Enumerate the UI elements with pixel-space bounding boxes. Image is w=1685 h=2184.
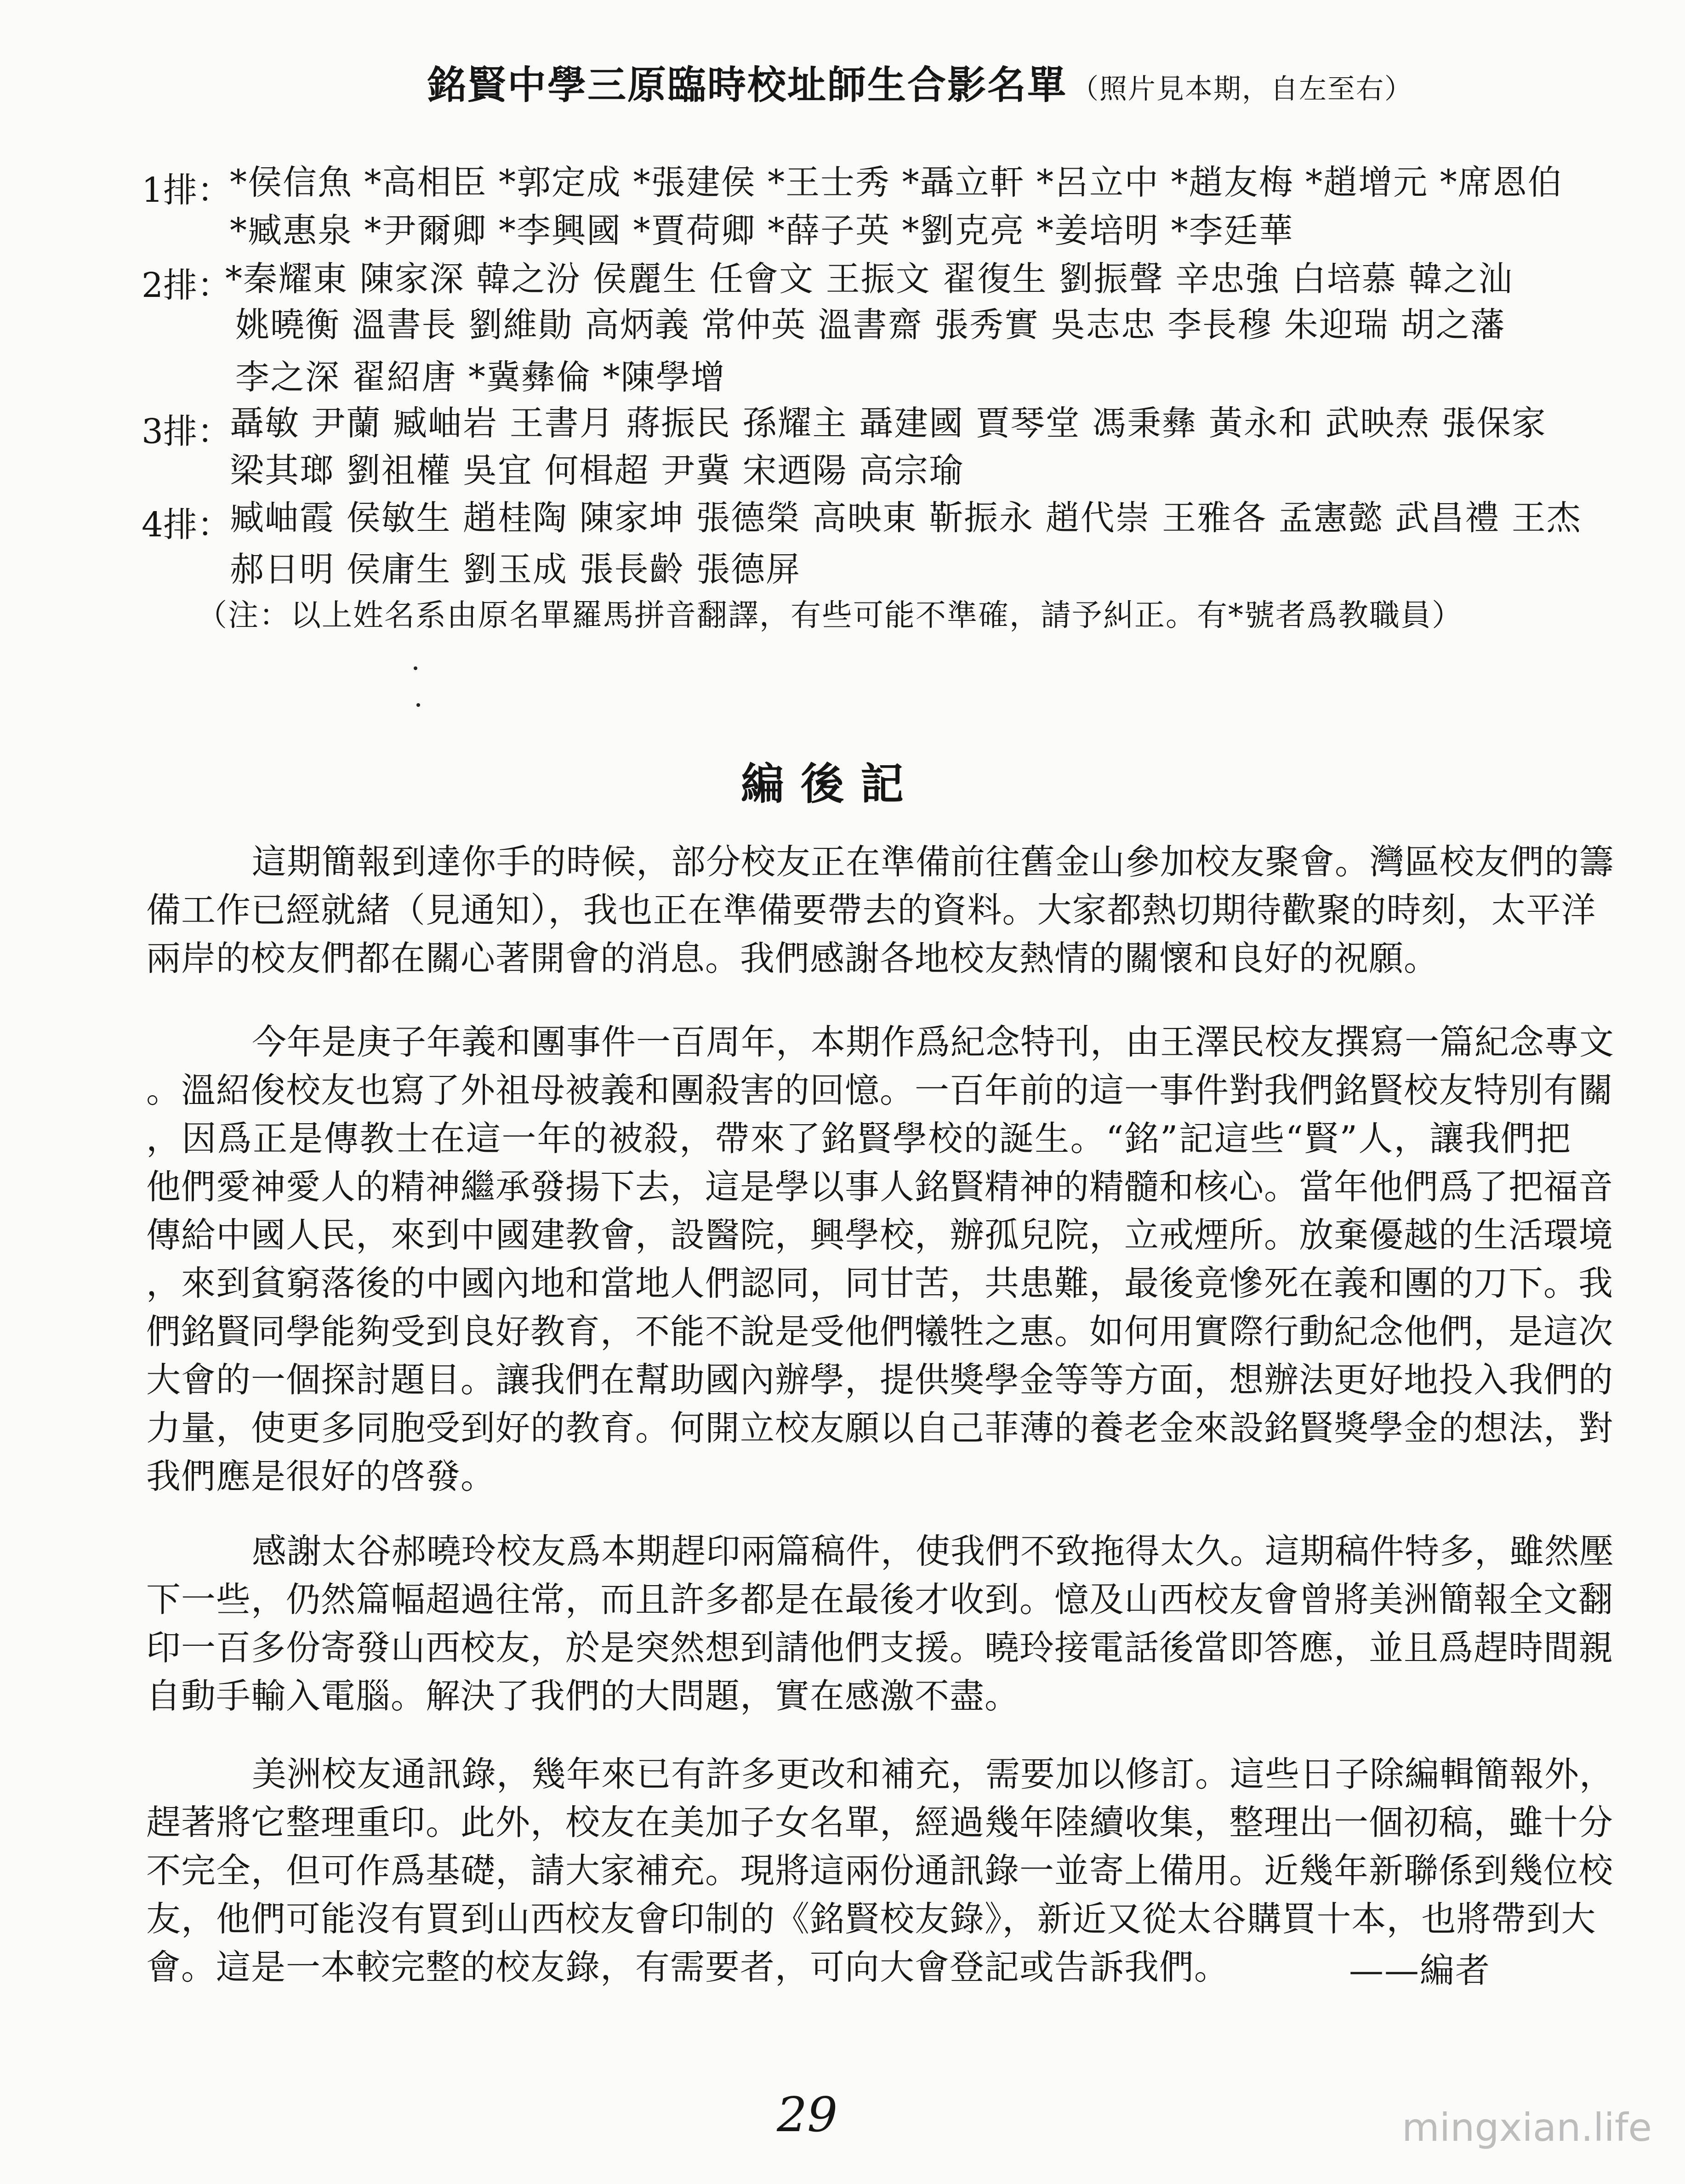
- roster-title: [427, 54, 1413, 110]
- paragraph-line: 。溫紹俊校友也寫了外祖母被義和團殺害的回憶。一百年前的這一事件對我們銘賢校友特別有關: [146, 1070, 1614, 1110]
- afterword-paragraph-3: [146, 1527, 1615, 1720]
- paragraph-line: 今年是庚子年義和團事件一百周年，本期作爲紀念特刊，由王澤民校友撰寫一篇紀念專文: [252, 1022, 1615, 1062]
- paragraph-line: 力量，使更多同胞受到好的教育。何開立校友願以自己菲薄的養老金來設銘賢獎學金的想法，對: [146, 1408, 1614, 1448]
- row-2-line-2: 姚曉衡 溫書長 劉維勛 高炳義 常仲英 溫書齋 張秀實 吳志忠 李長穆 朱迎瑞 胡之藩: [235, 305, 1506, 345]
- roster-title-text: 銘賢中學三原臨時校址師生合影名單: [427, 62, 1068, 108]
- row-3-line-1: 聶敏 尹蘭 臧岫岩 王書月 蔣振民 孫耀主 聶建國 賈琴堂 馮秉彝 黃永和 武映焘 張保家: [230, 404, 1547, 443]
- row-3-label: 3排：: [142, 412, 232, 451]
- row-2-label: 2排：: [142, 266, 232, 305]
- row-2-line-1: *秦耀東 陳家深 韓之汾 侯麗生 任會文 王振文 翟復生 劉振聲 辛忠強 白培慕 韓之汕: [225, 259, 1514, 299]
- paragraph-line: 這期簡報到達你手的時候，部分校友正在準備前往舊金山參加校友聚會。灣區校友們的籌: [252, 842, 1615, 882]
- row-1-label: 1排：: [142, 171, 232, 210]
- paragraph-line: 自動手輸入電腦。解決了我們的大問題，實在感激不盡。: [146, 1676, 1020, 1716]
- paragraph-line: 會。這是一本較完整的校友錄，有需要者，可向大會登記或告訴我們。: [146, 1947, 1230, 1987]
- paragraph-line: 不完全，但可作爲基礎，請大家補充。現將這兩份通訊錄一並寄上備用。近幾年新聯係到幾位校: [146, 1850, 1614, 1891]
- row-3-line-2: 梁其瑯 劉祖權 吳宜 何楫超 尹冀 宋迺陽 高宗瑜: [230, 451, 964, 490]
- afterword-title: 編後記: [741, 759, 921, 809]
- paragraph-line: ，因爲正是傳教士在這一年的被殺，帶來了銘賢學校的誕生。“銘”記這些“賢”人，讓我們把: [146, 1118, 1571, 1159]
- paragraph-line: 他們愛神愛人的精神繼承發揚下去，這是學以事人銘賢精神的精髓和核心。當年他們爲了把福音: [146, 1166, 1614, 1207]
- row-4-label: 4排：: [142, 505, 232, 545]
- paragraph-line: 大會的一個探討題目。讓我們在幫助國內辦學，提供獎學金等等方面，想辦法更好地投入我們的: [146, 1359, 1614, 1400]
- afterword-paragraph-2: [146, 1018, 1615, 1501]
- row-4-line-2: 郝日明 侯庸生 劉玉成 張長齡 張德屏: [230, 550, 801, 589]
- paragraph-line: 美洲校友通訊錄，幾年來已有許多更改和補充，需要加以修訂。這些日子除編輯簡報外，: [252, 1754, 1615, 1794]
- paragraph-line: 友，他們可能沒有買到山西校友會印制的《銘賢校友錄》，新近又從太谷購買十本，也將帶到大: [146, 1899, 1596, 1939]
- paragraph-line: ，來到貧窮落後的中國內地和當地人們認同，同甘苦，共患難，最後竟慘死在義和團的刀下。我: [146, 1263, 1614, 1303]
- paragraph-line: 印一百多份寄發山西校友，於是突然想到請他們支援。曉玲接電話後當即答應，並且爲趕時間親: [146, 1627, 1614, 1668]
- scan-speck: [416, 703, 420, 707]
- paragraph-line: 備工作已經就緒（見通知），我也正在準備要帶去的資料。大家都熱切期待歡聚的時刻，太平洋: [146, 890, 1596, 930]
- paragraph-line: 下一些，仍然篇幅超過往常，而且許多都是在最後才收到。憶及山西校友會曾將美洲簡報全文翻: [146, 1579, 1614, 1620]
- row-1-line-1: *侯信魚 *高相臣 *郭定成 *張建侯 *王士秀 *聶立軒 *呂立中 *趙友梅 *趙增元 *席恩伯: [230, 163, 1563, 202]
- row-1-line-2: *臧惠泉 *尹爾卿 *李興國 *賈荷卿 *薛子英 *劉克亮 *姜培明 *李廷華: [230, 211, 1294, 250]
- row-2-line-3: 李之深 翟紹唐 *冀彝倫 *陳學增: [235, 358, 726, 397]
- scan-speck: [414, 666, 417, 670]
- paragraph-line: 我們應是很好的啓發。: [146, 1456, 496, 1496]
- editor-signature: ——編者: [1349, 1950, 1491, 1991]
- paragraph-line: 兩岸的校友們都在關心著開會的消息。我們感謝各地校友熱情的關懷和良好的祝願。: [146, 938, 1439, 978]
- afterword-paragraph-1: [146, 838, 1615, 983]
- paragraph-line: 傳給中國人民，來到中國建教會，設醫院，興學校，辦孤兒院，立戒煙所。放棄優越的生活環境: [146, 1215, 1614, 1255]
- paragraph-line: 們銘賢同學能夠受到良好教育，不能不說是受他們犧牲之惠。如何用實際行動紀念他們，是這次: [146, 1311, 1614, 1352]
- row-4-line-1: 臧岫霞 侯敏生 趙桂陶 陳家坤 張德榮 高映東 靳振永 趙代崇 王雅各 孟憲懿 武昌禮 王杰: [230, 498, 1582, 538]
- page-number: 29: [777, 2087, 838, 2143]
- paragraph-line: 感謝太谷郝曉玲校友爲本期趕印兩篇稿件，使我們不致拖得太久。這期稿件特多，雖然壓: [252, 1531, 1615, 1571]
- roster-note: （注：以上姓名系由原名單羅馬拼音翻譯，有些可能不準確，請予糾正。有*號者爲教職員）: [197, 597, 1463, 633]
- roster-title-note: （照片見本期，自左至右）: [1071, 73, 1413, 105]
- paragraph-line: 趕著將它整理重印。此外，校友在美加子女名單，經過幾年陸續收集，整理出一個初稿，雖十分: [146, 1802, 1614, 1843]
- watermark: mingxian.life: [1402, 2105, 1652, 2150]
